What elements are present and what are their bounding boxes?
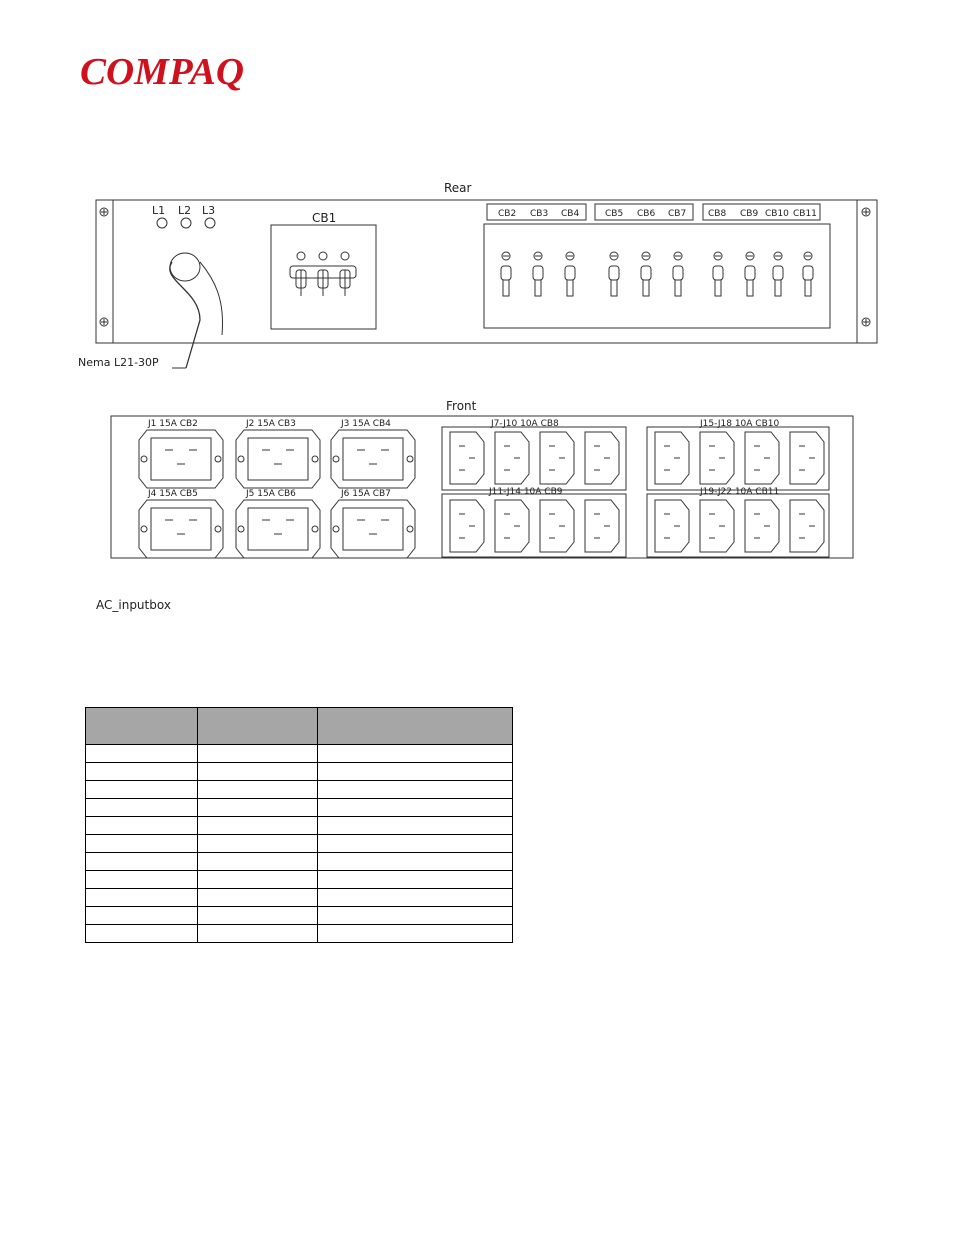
cb1-switch-icon <box>340 252 350 296</box>
outlet-10a-icon <box>540 432 574 484</box>
front-title: Front <box>446 399 477 413</box>
led-label-l1: L1 <box>152 204 166 217</box>
cb1-switch-icon <box>296 252 306 296</box>
outlet-10a-icon <box>450 432 484 484</box>
cb2-label: CB2 <box>498 209 517 219</box>
outlet-15a-icon <box>236 500 320 558</box>
breaker-switch-icon <box>565 252 575 296</box>
outlet-10a-icon <box>585 432 619 484</box>
table-cell <box>318 835 513 853</box>
table-cell <box>198 835 318 853</box>
table-cell <box>198 745 318 763</box>
table-cell <box>318 925 513 943</box>
table-header-cell <box>86 708 198 745</box>
screw-icon <box>862 318 870 326</box>
rear-panel-frame <box>96 200 877 343</box>
outlet-10a-icon <box>700 432 734 484</box>
table-cell <box>198 853 318 871</box>
table-cell <box>198 871 318 889</box>
breaker-switch-icon <box>713 252 723 296</box>
table-cell <box>86 781 198 799</box>
cb6-label: CB6 <box>637 209 656 219</box>
table-row <box>86 835 513 853</box>
outlet-10a-icon <box>745 500 779 552</box>
table-header-cell <box>318 708 513 745</box>
table-cell <box>86 871 198 889</box>
table-cell <box>318 871 513 889</box>
cb4-label: CB4 <box>561 209 580 219</box>
table-cell <box>198 889 318 907</box>
outlet-group-label-j19-j22: J19-J22 10A CB11 <box>700 487 780 497</box>
cb7-label: CB7 <box>668 209 687 219</box>
screw-icon <box>100 318 108 326</box>
outlet-10a-icon <box>655 500 689 552</box>
table-cell <box>318 781 513 799</box>
table-row <box>86 781 513 799</box>
table-cell <box>86 853 198 871</box>
outlet-10a-icon <box>745 432 779 484</box>
table-cell <box>318 817 513 835</box>
outlet-15a-icon <box>236 430 320 488</box>
cb11-label: CB11 <box>793 209 817 219</box>
table-cell <box>86 925 198 943</box>
table-header-row <box>86 708 513 745</box>
cb8-label: CB8 <box>708 209 727 219</box>
breaker-switch-icon <box>745 252 755 296</box>
cb1-switch-icon <box>318 252 328 296</box>
table-cell <box>86 799 198 817</box>
table-cell <box>86 817 198 835</box>
table-cell <box>198 907 318 925</box>
table-row <box>86 799 513 817</box>
outlet-15a-icon <box>331 500 415 558</box>
table-row <box>86 925 513 943</box>
outlet-group-label-j11-j14: J11-J14 10A CB9 <box>489 487 563 497</box>
cb5-label: CB5 <box>605 209 624 219</box>
table-cell <box>86 763 198 781</box>
table-cell <box>86 835 198 853</box>
table-cell <box>198 799 318 817</box>
outlet-10a-icon <box>495 500 529 552</box>
table-header-cell <box>198 708 318 745</box>
figure-caption: AC_inputbox <box>96 598 171 612</box>
breaker-switch-icon <box>609 252 619 296</box>
outlet-10a-icon <box>790 500 824 552</box>
breaker-area <box>484 224 830 328</box>
outlet-15a-icon <box>331 430 415 488</box>
table-cell <box>318 763 513 781</box>
table-cell <box>86 745 198 763</box>
table-cell <box>318 907 513 925</box>
outlet-10a-icon <box>790 432 824 484</box>
table-cell <box>318 853 513 871</box>
table-row <box>86 889 513 907</box>
screw-icon <box>100 208 108 216</box>
table-cell <box>198 817 318 835</box>
rear-title: Rear <box>444 181 472 195</box>
table-cell <box>86 907 198 925</box>
outlet-10a-icon <box>540 500 574 552</box>
table-cell <box>318 889 513 907</box>
table-row <box>86 763 513 781</box>
outlet-10a-icon <box>450 500 484 552</box>
outlet-group-label-j15-j18: J15-J18 10A CB10 <box>700 419 780 429</box>
led-indicator-icon <box>205 218 215 228</box>
table-row <box>86 871 513 889</box>
led-label-l3: L3 <box>202 204 216 217</box>
plug-label: Nema L21-30P <box>78 356 159 369</box>
outlet-label-j6: J6 15A CB7 <box>341 489 391 499</box>
table-row <box>86 817 513 835</box>
breaker-switch-icon <box>673 252 683 296</box>
table-cell <box>318 799 513 817</box>
table-cell <box>198 763 318 781</box>
spec-table <box>85 707 513 943</box>
outlet-label-j2: J2 15A CB3 <box>246 419 296 429</box>
table-cell <box>198 781 318 799</box>
outlet-label-j3: J3 15A CB4 <box>341 419 391 429</box>
led-indicator-icon <box>181 218 191 228</box>
breaker-switch-icon <box>803 252 813 296</box>
led-label-l2: L2 <box>178 204 192 217</box>
outlet-10a-icon <box>585 500 619 552</box>
table-cell <box>318 745 513 763</box>
table-cell <box>198 925 318 943</box>
led-indicator-icon <box>157 218 167 228</box>
table-row <box>86 907 513 925</box>
table-row <box>86 853 513 871</box>
logo-text: COMPAQ <box>80 52 244 92</box>
outlet-label-j4: J4 15A CB5 <box>148 489 198 499</box>
cb1-label: CB1 <box>312 211 337 225</box>
breaker-switch-icon <box>501 252 511 296</box>
breaker-switch-icon <box>773 252 783 296</box>
outlet-label-j1: J1 15A CB2 <box>148 419 198 429</box>
outlet-group-label-j7-j10: J7-J10 10A CB8 <box>491 419 559 429</box>
table-row <box>86 745 513 763</box>
table-cell <box>86 889 198 907</box>
cb10-label: CB10 <box>765 209 789 219</box>
outlet-15a-icon <box>139 500 223 558</box>
outlet-10a-icon <box>655 432 689 484</box>
outlet-10a-icon <box>495 432 529 484</box>
outlet-15a-icon <box>139 430 223 488</box>
screw-icon <box>862 208 870 216</box>
breaker-switch-icon <box>533 252 543 296</box>
breaker-switch-icon <box>641 252 651 296</box>
cb3-label: CB3 <box>530 209 549 219</box>
cb9-label: CB9 <box>740 209 759 219</box>
outlet-10a-icon <box>700 500 734 552</box>
outlet-label-j5: J5 15A CB6 <box>246 489 296 499</box>
